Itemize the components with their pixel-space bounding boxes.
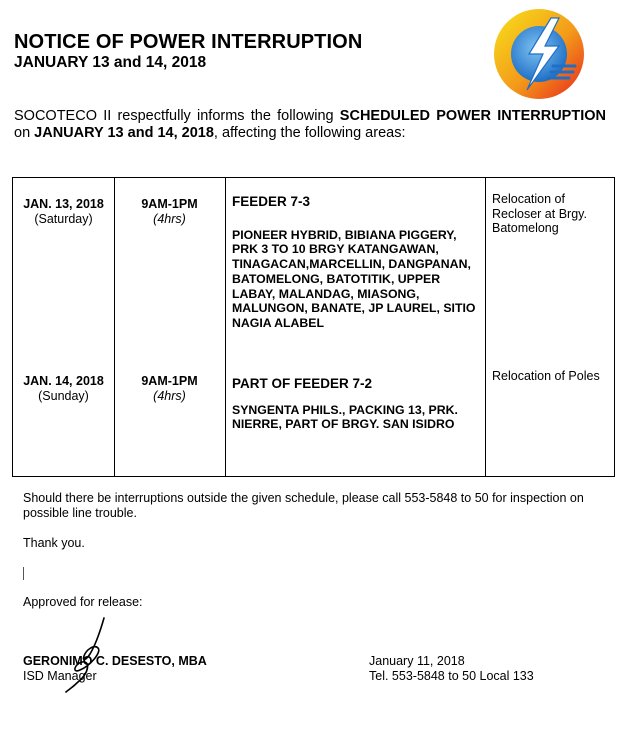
approval-label: Approved for release: xyxy=(23,595,143,609)
notice-date-subtitle: JANUARY 13 and 14, 2018 xyxy=(14,54,207,71)
notice-title: NOTICE OF POWER INTERRUPTION xyxy=(14,31,363,53)
schedule-time-cell: 9AM-1PM (4hrs) xyxy=(141,374,198,403)
schedule-area-cell xyxy=(232,195,482,331)
signatory-name: GERONIMO C. DESESTO, MBA xyxy=(23,654,207,668)
schedule-table xyxy=(12,177,615,477)
telephone-number: Tel. 553-5848 to 50 Local 133 xyxy=(369,669,534,683)
intro-paragraph: SOCOTECO II respectfully informs the following SCHEDULED POWER INTERRUPTION on JANUARY 13 and 14, 2018, affecting the following areas: xyxy=(14,108,606,141)
feeder-label: PART OF FEEDER 7-2 xyxy=(232,376,373,391)
release-date: January 11, 2018 xyxy=(369,654,465,668)
affected-areas: SYNGENTA PHILS., PACKING 13, PRK. NIERRE, PART OF BRGY. SAN ISIDRO xyxy=(232,402,458,432)
affected-areas: PIONEER HYBRID, BIBIANA PIGGERY, PRK 3 TO 10 BRGY KATANGAWAN, TINAGACAN,MARCELLIN, DANGPANAN, BATOMELONG, BATOTITIK, UPPER LABAY, MALANDAG, MIASONG, MALUNGON, BANATE, JP LAUREL, SITIO NAGIA ALABEL xyxy=(232,227,476,331)
signatory-role: ISD Manager xyxy=(23,669,97,683)
feeder-label: FEEDER 7-3 xyxy=(232,194,311,209)
schedule-date-cell: JAN. 13, 2018 (Saturday) xyxy=(23,197,104,226)
schedule-date-cell: JAN. 14, 2018 (Sunday) xyxy=(23,374,104,403)
schedule-time-cell: 9AM-1PM (4hrs) xyxy=(141,197,198,226)
schedule-reason-cell: Relocation of Poles xyxy=(492,369,600,383)
text-cursor xyxy=(23,567,24,580)
column-divider xyxy=(485,178,486,476)
column-divider xyxy=(225,178,226,476)
socoteco-logo-icon xyxy=(493,8,585,100)
schedule-area-cell xyxy=(232,377,482,432)
contact-note: Should there be interruptions outside the given schedule, please call 553-5848 to 50 for inspection on possible line trouble. xyxy=(23,491,584,520)
schedule-reason-cell: Relocation of Recloser at Brgy. Batomelong xyxy=(492,192,587,235)
thank-you-text: Thank you. xyxy=(23,536,85,550)
